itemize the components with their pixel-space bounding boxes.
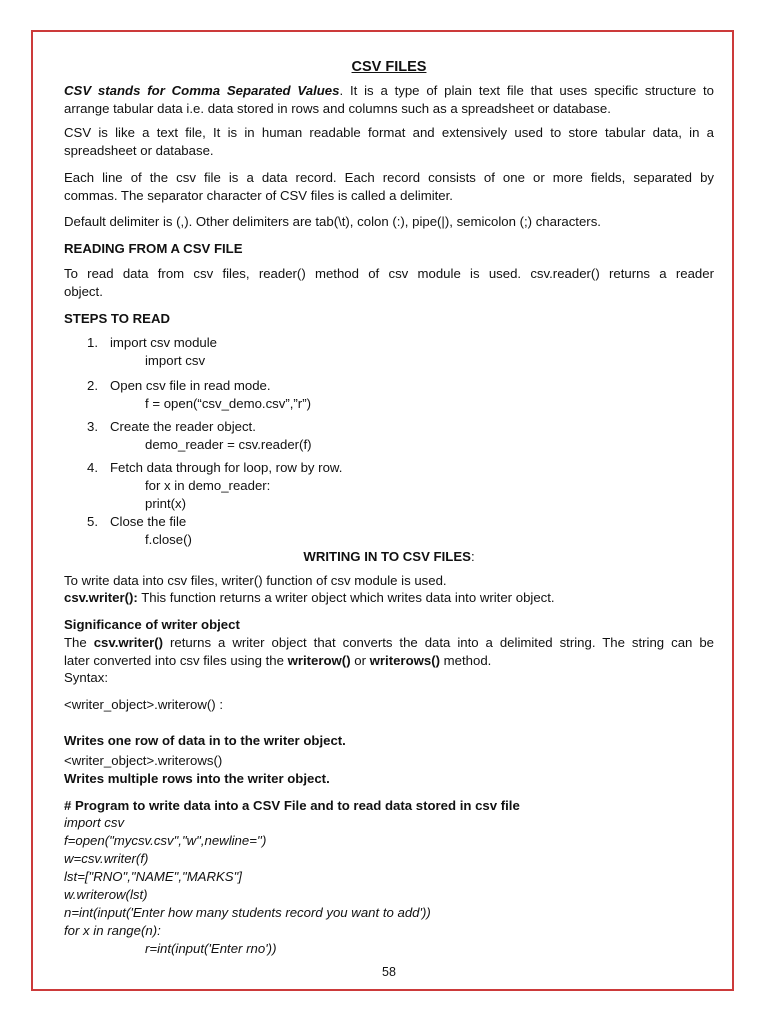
step-1-text: import csv module — [110, 335, 218, 350]
writing-heading-text: WRITING IN TO CSV FILES — [303, 549, 471, 564]
program-heading: # Program to write data into a CSV File and to read data stored in csv file — [64, 798, 520, 813]
page-title: CSV FILES — [351, 59, 427, 75]
step-4-code-2: print(x) — [145, 496, 187, 511]
para4: Default delimiter is (,). Other delimiters are tab(\t), colon (:), pipe(|), semicolon (;) characters. — [64, 214, 601, 229]
steps-heading: STEPS TO READ — [64, 311, 171, 326]
program-line: r=int(input('Enter rno')) — [145, 941, 277, 956]
step-4-text: Fetch data through for loop, row by row. — [110, 460, 343, 475]
significance-line-2 — [64, 652, 714, 670]
program-line: lst=["RNO","NAME","MARKS"] — [64, 869, 242, 884]
step-4-code-1: for x in demo_reader: — [145, 478, 271, 493]
reading-line-2: object. — [64, 284, 103, 299]
step-2-text: Open csv file in read mode. — [110, 378, 271, 393]
step-5-text: Close the file — [110, 514, 187, 529]
step-3-number: 3. — [87, 419, 98, 434]
step-5-code-1: f.close() — [145, 532, 192, 547]
sig-l2c: or — [350, 653, 370, 668]
sig-l1b: csv.writer() — [93, 635, 164, 650]
program-line: f=open("mycsv.csv","w",newline='') — [64, 833, 267, 848]
page-number: 58 — [382, 965, 396, 979]
writerow-desc: Writes one row of data in to the writer object. — [64, 733, 346, 748]
csv-writer-desc: This function returns a writer object which writes data into writer object. — [137, 590, 555, 605]
writing-line-1: To write data into csv files, writer() function of csv module is used. — [64, 573, 447, 588]
csv-writer-label: csv.writer(): — [64, 590, 138, 605]
step-2-number: 2. — [87, 378, 98, 393]
intro-line-2: arrange tabular data i.e. data stored in rows and columns such as a spreadsheet or database. — [64, 101, 611, 116]
significance-heading: Significance of writer object — [64, 617, 240, 632]
program-line: w.writerow(lst) — [64, 887, 148, 902]
reading-heading: READING FROM A CSV FILE — [64, 241, 243, 256]
para3-line-1: Each line of the csv file is a data record. Each record consists of one or more fields, separated by — [64, 170, 714, 185]
program-line: w=csv.writer(f) — [64, 851, 149, 866]
para2-line-1: CSV is like a text file, It is in human readable format and extensively used to store tabular data, in a — [64, 125, 714, 140]
sig-l1a: The — [64, 635, 94, 650]
sig-l2e: method. — [440, 653, 492, 668]
step-5-number: 5. — [87, 514, 98, 529]
para2-line-2: spreadsheet or database. — [64, 143, 214, 158]
step-2-code-1: f = open(“csv_demo.csv”,”r”) — [145, 396, 311, 411]
writing-heading — [64, 548, 714, 566]
step-4-number: 4. — [87, 460, 98, 475]
intro-lead: CSV stands for Comma Separated Values — [64, 83, 340, 98]
intro-rest: . It is a type of plain text file that uses specific structure to — [339, 83, 714, 98]
step-1-number: 1. — [87, 335, 98, 350]
step-3-code-1: demo_reader = csv.reader(f) — [145, 437, 312, 452]
sig-l2a: later converted into csv files using the — [64, 653, 288, 668]
writerows-desc: Writes multiple rows into the writer object. — [64, 771, 330, 786]
writing-heading-colon: : — [470, 549, 475, 564]
step-1-code-1: import csv — [145, 353, 206, 368]
intro-line-1 — [64, 82, 714, 100]
writerow-syntax: <writer_object>.writerow() : — [64, 697, 224, 712]
sig-l2d: writerows() — [369, 653, 440, 668]
reading-line-1: To read data from csv files, reader() method of csv module is used. csv.reader() returns a reader — [64, 266, 714, 281]
program-line: n=int(input('Enter how many students record you want to add')) — [64, 905, 431, 920]
sig-l2b: writerow() — [287, 653, 351, 668]
program-line: import csv — [64, 815, 125, 830]
writing-line-2 — [64, 589, 714, 607]
para3-line-2: commas. The separator character of CSV files is called a delimiter. — [64, 188, 453, 203]
sig-l1c: returns a writer object that converts the data into a delimited string. The string can be — [163, 635, 714, 650]
step-3-text: Create the reader object. — [110, 419, 256, 434]
syntax-label: Syntax: — [64, 670, 108, 685]
significance-line-1 — [64, 634, 714, 652]
writerows-syntax: <writer_object>.writerows() — [64, 753, 223, 768]
program-line: for x in range(n): — [64, 923, 161, 938]
